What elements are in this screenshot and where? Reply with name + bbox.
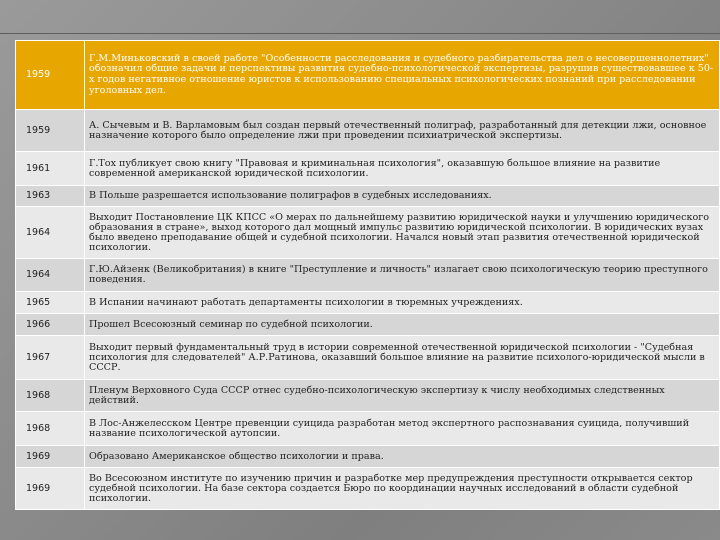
year-cell: 1964 [16, 259, 85, 292]
table-row [16, 446, 720, 468]
year-cell: 1965 [16, 292, 85, 314]
top-divider-line [0, 33, 720, 34]
event-cell: А. Сычевым и В. Варламовым был создан первый отечественный полиграф, разработанный для детекции лжи, основное назначение которого было определение лжи при проведении психиатрической экспертизы. [85, 110, 720, 152]
year-cell: 1964 [16, 207, 85, 259]
year-cell: 1968 [16, 380, 85, 412]
year-cell: 1961 [16, 152, 85, 186]
event-cell: Г.М.Миньковский в своей работе "Особенности расследования и судебного разбирательства дел о несовершеннолетних" обозначил общие задачи и перспективы развития судебно-психологической экспертизы, разрушив существовавшее к 50-х годов негативное отношение юристов к использованию специальных психологических познаний при расследовании уголовных дел. [85, 41, 720, 110]
table-row [16, 468, 720, 510]
table-row [16, 412, 720, 446]
event-cell: Во Всесоюзном институте по изучению причин и разработке мер предупреждения преступности открывается сектор судебной психологии. На базе сектора создается Бюро по координации научных исследований в области судебной психологии. [85, 468, 720, 510]
event-cell: Пленум Верховного Суда СССР отнес судебно-психологическую экспертизу к числу необходимых следственных действий. [85, 380, 720, 412]
event-cell: Г.Тох публикует свою книгу "Правовая и криминальная психология", оказавшую большое влияние на развитие современной американской юридической психологии. [85, 152, 720, 186]
event-cell: Г.Ю.Айзенк (Великобритания) в книге "Преступление и личность" излагает свою психологическую теорию преступного поведения. [85, 259, 720, 292]
year-cell: 1969 [16, 446, 85, 468]
timeline-table-container [15, 40, 719, 510]
table-row [16, 152, 720, 186]
table-row [16, 380, 720, 412]
timeline-table [15, 40, 720, 510]
year-cell: 1967 [16, 336, 85, 380]
year-cell: 1966 [16, 314, 85, 336]
event-cell: Выходит Постановление ЦК КПСС «О мерах по дальнейшему развитию юридической науки и улучшению юридического образования в стране», выход которого дал мощный импульс развитию юридической психологии. В юридических вузах было введено преподавание общей и судебной психологии. Начался новый этап развития отечественной юридической психологии. [85, 207, 720, 259]
year-cell: 1963 [16, 186, 85, 207]
table-row [16, 41, 720, 110]
event-cell: Прошел Всесоюзный семинар по судебной психологии. [85, 314, 720, 336]
year-cell: 1959 [16, 110, 85, 152]
table-row [16, 186, 720, 207]
table-row [16, 292, 720, 314]
table-row [16, 207, 720, 259]
year-cell: 1969 [16, 468, 85, 510]
year-cell: 1968 [16, 412, 85, 446]
table-row [16, 314, 720, 336]
year-cell: 1959 [16, 41, 85, 110]
event-cell: Образовано Американское общество психологии и права. [85, 446, 720, 468]
event-cell: В Лос-Анжелесском Центре превенции суицида разработан метод экспертного распознавания суицида, получивший название психологической аутопсии. [85, 412, 720, 446]
table-row [16, 336, 720, 380]
table-row [16, 110, 720, 152]
event-cell: В Испании начинают работать департаменты психологии в тюремных учреждениях. [85, 292, 720, 314]
table-row [16, 259, 720, 292]
event-cell: В Польше разрешается использование полиграфов в судебных исследованиях. [85, 186, 720, 207]
event-cell: Выходит первый фундаментальный труд в истории современной отечественной юридической психологии - "Судебная психология для следователей" А.Р.Ратинова, оказавший большое влияние на развитие психолого-юридической мысли в СССР. [85, 336, 720, 380]
